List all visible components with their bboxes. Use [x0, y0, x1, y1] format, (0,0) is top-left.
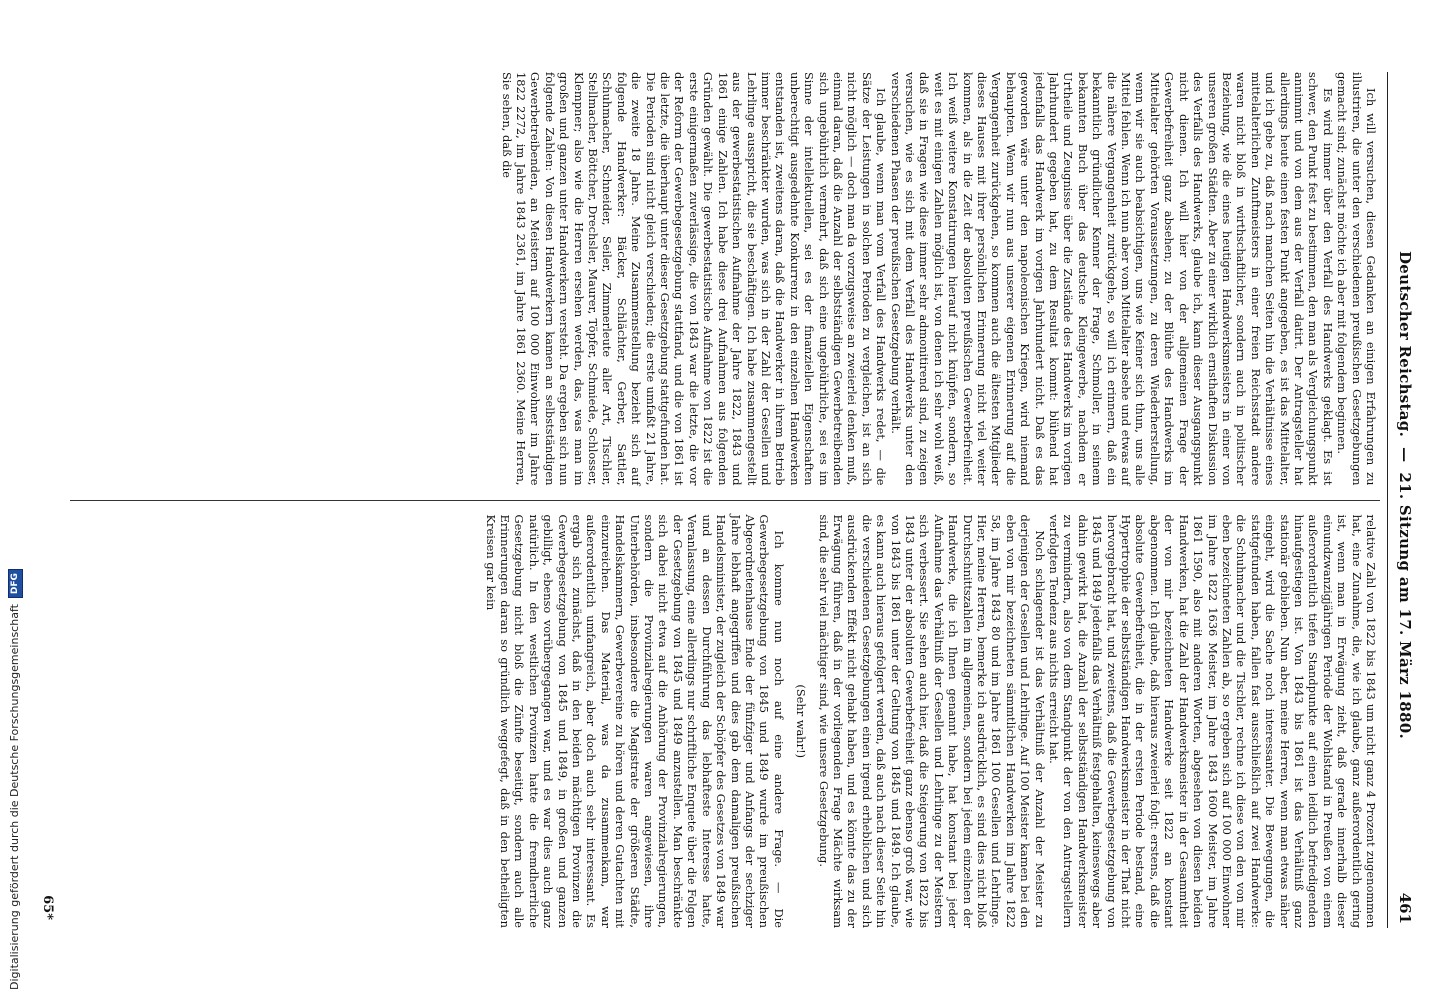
header-rule: [1387, 72, 1388, 928]
paragraph: Ich will versuchen, diesen Gedanken an einigen Erfahrungen zu illustriren, die unter den verschiedenen preußischen Gesetzgebungen gemacht sind; zunächst möchte ich aber mit folgendem beginnen.: [1335, 72, 1378, 486]
funding-note: [6, 0, 24, 1000]
page-number: 461: [1396, 892, 1414, 924]
header-separator: —: [1396, 447, 1414, 463]
printer-signature: 65*: [40, 895, 55, 920]
text-columns: [70, 72, 1382, 928]
running-head: [1390, 62, 1414, 928]
funding-note-text: Digitalisierung gefördert durch die Deutsche Forschungsgemeinschaft: [8, 604, 21, 990]
paragraph: relative Zahl von 1822 bis 1843 um nicht ganz 4 Prozent zugenommen hat, eine Zunahme, die, wie ich glaube, ganz außerordentlich gering ist, wenn man in Erwägung zieht, daß gerade innerhalb dieser einundzwanzigjährigen Periode der Wohlstand in Preußen von einem außerordentlich tiefen Standpunkte auf einen leidlich befriedigenden hinaufgestiegen ist. Von 1843 bis 1861 ist das Verhältniß ganz stationär geblieben. Nun aber, meine Herren, wenn man etwas näher eingeht, wird die Sache noch interessanter. Die Bewegungen, die stattgefunden haben, fallen fast ausschließlich auf zwei Handwerke: die Schuhmacher und die Tischler, rechne ich diese von den von mir eben bezeichneten Zahlen ab, so ergeben sich auf 100 000 Einwohner im Jahre 1822 1636 Meister, im Jahre 1843 1600 Meister, im Jahre 1861 1590, also mit anderen Worten, abgesehen von diesen beiden Handwerken, hat die Zahl der Handwerksmeister in der Gesammtheit der von mir bezeichneten Handwerke seit 1822 an konstant abgenommen. Ich glaube, daß hieraus zweierlei folgt: erstens, daß die absolute Gewerbefreiheit, die in der ersten Periode bestand, eine Hypertrophie der selbstständigen Handwerksmeister in der That nicht hervorgebracht hat, und zweitens, daß die Gewerbegesetzgebung von 1845 und 1849 jedenfalls das Verhältniß festgehalten, keineswegs aber dahin gewirkt hat, die Anzahl der selbstständigen Handwerksmeister zu vermindern, also von dem Standpunkt der von den Antragstellern verfolgten Tendenz aus nichts erreicht hat.: [1047, 514, 1378, 928]
paragraph: Es wird immer über den Verfall des Handwerks geklagt. Es ist schwer, den Punkt fest zu bestimmen, den man als Vergleichungspunkt annimmt und von dem aus der Verfall datirt. Der Antragsteller hat allerdings heute einen festen Punkt angegeben, es ist das Mittelalter, und ich gebe zu, daß nach manchen Seiten hin die Verhältnisse eines mittelalterlichen Zunftmeisters in einer freien Reichsstadt andere waren nicht bloß in wirthschaftlicher, sondern auch in politischer Beziehung, wie die eines heutigen Handwerksmeisters in einer von unseren großen Städten. Aber zu einer wirklich ernsthaften Diskussion des Verfalls des Handwerks, glaube ich, kann dieser Ausgangspunkt nicht dienen. Ich will hier von der allgemeinen Frage der Gewerbefreiheit ganz absehen; zu der Blüthe des Handwerks im Mittelalter gehörten Voraussetzungen, zu deren Wiederherstellung, wenn wir sie auch beabsichtigen, uns wie Keiner sich thun, uns alle Mittel fehlen. Wenn ich nun aber vom Mittelalter absehe und etwas auf die nähere Vergangenheit zurückgehe, so will ich erinnern, daß ein bekanntlich gründlicher Kenner der Frage, Schmoller, in seinem bekannten Buch über das deutsche Kleingewerbe, nachdem er Urtheile und Zeugnisse über die Zustände des Handwerks im vorigen Jahrhundert gegeben hat, zu dem Resultat kommt: blühend hat jedenfalls das Handwerk im vorigen Jahrhundert nicht. Daß es das geworden wäre unter den napoleonischen Kriegen, wird niemand behaupten. Wenn wir nun aus unserer eigenen Erinnerung auf die Vergangenheit zurückgehen, so kommen auch die ältesten Mitglieder dieses Hauses mit ihrer persönlichen Erinnerung nicht viel weiter kommen, als in die Zeit der absoluten preußischen Gewerbefreiheit. Ich weiß weitere Konstatirungen hierauf nicht knüpfen, sondern, so weit es mit einigen Zahlen möglich ist, von denen ich sehr wohl weiß, daß sie in Fragen wie diese immer sehr admonitirend sind, zu zeigen versuchen, wie es sich mit dem Verfall des Handwerks unter den verschiedenen Phasen der preußischen Gesetzgebung verhält.: [888, 72, 1335, 486]
dfg-logo: DFG: [8, 569, 23, 598]
paragraph: Ich glaube, wenn man vom Verfall des Handwerks redet, — die Sätze der Leistungen in solchen Perioden zu vergleichen, ist an sich nicht möglich — doch man da vorzugsweise an zweierlei denken muß, einmal daran, daß die Anzahl der selbstständigen Gewerbetreibenden sich ungebührlich vermehrt, daß sich eine ungebührliche, sei es im Sinne der intellektuellen, sei es der finanziellen Eigenschaften unberechtigt ausgedehnte Konkurrenz in den einzelnen Handwerken entstanden ist, zweitens daran, daß die Handwerker in ihrem Betrieb immer beschränkter wurden, was sich in der Zahl der Gesellen und Lehrlinge ausspricht, die sie beschäftigen. Ich habe zusammengestellt aus der gewerbestatistischen Aufnahme der Jahre 1822, 1843 und 1861 einige Zahlen. Ich habe diese drei Aufnahmen aus folgenden Gründen gewählt. Die gewerbestatistische Aufnahme von 1822 ist die erste einigermaßen zuverlässige, die von 1843 war die letzte, die vor der Reform der Gewerbegesetzgebung stattfand, und die von 1861 ist die letzte, die überhaupt unter dieser Gesetzgebung stattgefunden hat. Die Perioden sind nicht gleich verschieden; die erste umfaßt 21 Jahre, die zweite 18 Jahre. Meine Zusammenstellung bezieht sich auf folgende Handwerker: Bäcker, Schlächter, Gerber, Sattler, Schuhmacher, Schneider, Seiler, Zimmerleute aller Art, Tischler, Stellmacher, Böttcher, Drechsler, Maurer, Töpfer, Schmiede, Schlosser, Klempner; also wie die Herren ersehen werden, das, was man im großen und ganzen unter Handwerkern versteht. Da ergeben sich nun folgende Zahlen: Von diesen Handwerkern kamen an selbstständigen Gewerbetreibenden, an Meistern auf 100 000 Einwohner im Jahre 1822 2272, im Jahre 1843 2361, im Jahre 1861 2360. Meine Herren, Sie sehen, daß die: [499, 72, 889, 486]
interjection: (Sehr wahr!): [794, 684, 809, 759]
session-title: 21. Sitzung am 17. März 1880.: [1396, 472, 1414, 739]
paragraph: Ich komme nun noch auf eine andere Frage. — Die Gewerbegesetzgebung von 1845 und 1849 wurde im preußischen Abgeordnetenhause Ende der fünfziger und Anfangs der sechziger Jahre lebhaft angegriffen und dies gab dem damaligen preußischen Handelsminister, der zugleich der Schöpfer des Gesetzes von 1849 war und an dessen Durchführung das lebhafteste Interesse hatte, Veranlassung, eine allerdings nur schriftliche Enquete über die Folgen der Gesetzgebung von 1845 und 1849 anzustellen. Man beschränkte sich dabei nicht etwa auf die Anhörung der Provinzialregierungen, sondern die Provinzialregierungen waren angewiesen, ihre Unterbehörden, insbesondere die Magistrate der größeren Städte, Handelskammern, Gewerbevereine zu hören und deren Gutachten mit einzureichen. Das Material, was da zusammenkam, war außerordentlich umfangreich, aber doch auch sehr interessant. Es ergab sich zunächst, daß in den beiden mächtigen Provinzen die Gewerbegesetzgebung von 1845 und 1849, in großen und ganzen gebilligt, ebenso vorübergegangen war, und es war dies auch ganz natürlich. In den westlichen Provinzen hatte die fremdherrliche Gesetzgebung nicht bloß die Zünfte beseitigt, sondern auch alle Erinnerungen daran so gründlich weggefegt, daß in den betheiligten Kreisen gar kein: [483, 514, 786, 928]
right-column: [70, 501, 1382, 929]
journal-title: Deutscher Reichstag.: [1396, 251, 1414, 438]
paragraph: Noch schlagender ist das Verhältniß der Anzahl der Meister zu derjenigen der Gesellen und Lehrlinge. Auf 100 Meister kamen bei den eben von mir bezeichneten sämmtlichen Handwerken im Jahre 1822 58, im Jahre 1843 80 und im Jahre 1861 100 Gesellen und Lehrlinge. Hier, meine Herren, bemerke ich ausdrücklich, es sind dies nicht bloß Durchschnittszahlen im allgemeinen, sondern bei jedem einzelnen der Handwerke, die ich Ihnen genannt habe, hat konstant bei jeder Aufnahme das Verhältniß der Gesellen und Lehrlinge zu der Meistern sich verbessert. Sie sehen auch hier, daß die Steigerung von 1822 bis 1843 unter der absoluten Gewerbefreiheit ganz ebenso groß war, wie von 1843 bis 1861 unter der Geltung von 1845 und 1849. Ich glaube, es kann auch hieraus gefolgert werden, daß auch nach dieser Seite hin die verschiedenen Gesetzgebungen einen irgend erheblichen und sich ausdrückenden Effekt nicht gehabt haben, und es könnte das zu der Erwägung führen, daß in der vorliegenden Frage Mächte wirksam sind, die sehr viel mächtiger sind, wie unsere Gesetzgebung.: [816, 514, 1047, 928]
funding-strip: [6, 0, 24, 1000]
left-column: [70, 72, 1382, 500]
